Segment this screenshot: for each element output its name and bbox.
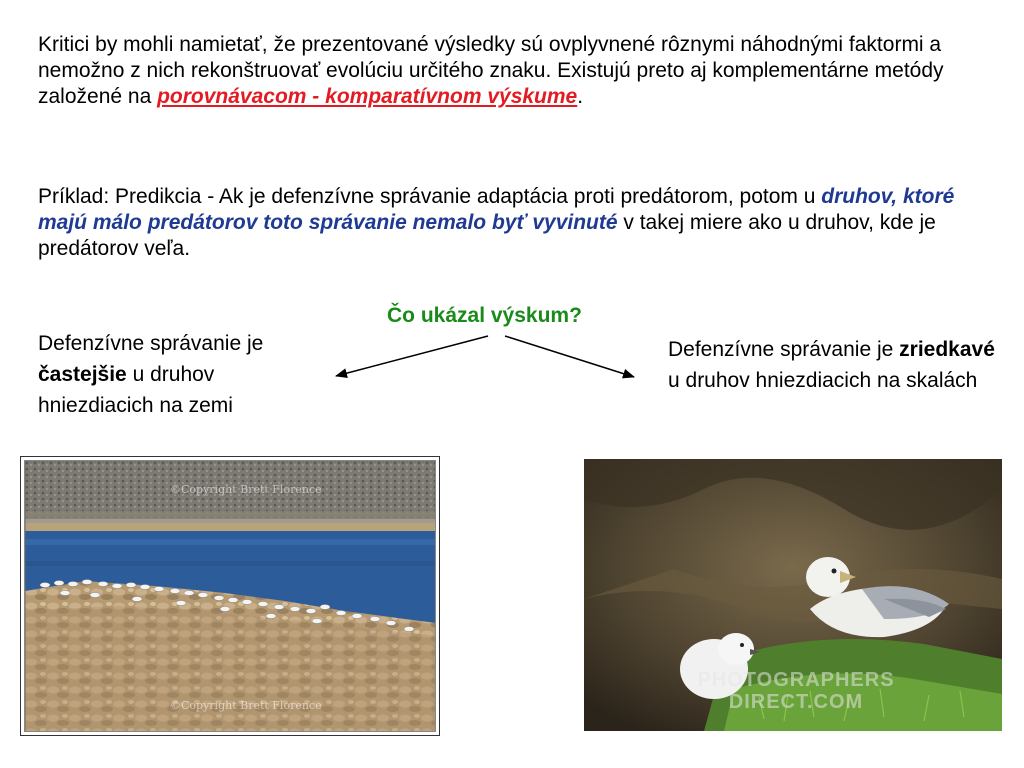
ground-finding-bold: častejšie [38, 363, 127, 386]
fulmar-nest-photo [584, 459, 1002, 731]
watermark-top: ©Copyright Brett Florence [170, 483, 322, 496]
photo-watermark [696, 669, 896, 713]
ground-finding-after: u druhov hniezdiacich na zemi [38, 363, 233, 417]
comparative-research-emphasis: porovnávacom - komparatívnom výskume [157, 85, 578, 108]
watermark-line2: DIRECT.COM [728, 691, 864, 713]
research-question: Čo ukázal výskum? [387, 304, 582, 327]
example-text: Príklad: Predikcia - Ak je defenzívne správanie adaptácia proti predátorom, potom u [38, 185, 822, 208]
prediction-emphasis: druhov, ktoré majú málo predátorov toto správanie nemalo byť vyvinuté [38, 185, 955, 234]
cliff-nesting-finding [668, 334, 998, 396]
ground-nesting-finding [38, 328, 318, 421]
intro-end: . [577, 85, 584, 108]
watermark-bottom: ©Copyright Brett Florence [170, 699, 322, 712]
watermark-line1: PHOTOGRAPHERS [697, 669, 895, 691]
gull-colony-scene [25, 461, 436, 732]
cliff-finding-after: u druhov hniezdiacich na skalách [668, 369, 978, 392]
ground-finding-before: Defenzívne správanie je [38, 332, 264, 355]
arrow-left [336, 336, 488, 376]
arrow-right [505, 336, 634, 377]
cliff-finding-before: Defenzívne správanie je [668, 338, 900, 361]
example-end: v takej miere ako u druhov, kde je predátorov veľa. [38, 211, 936, 260]
cliff-finding-bold: zriedkavé [899, 338, 995, 361]
intro-text: Kritici by mohli namietať, že prezentované výsledky sú ovplyvnené rôznymi náhodnými faktormi a nemožno z nich rekonštruovať evolúciu určitého znaku. Existujú preto aj komplementárne metódy založené na [38, 33, 944, 108]
gull-colony-photo [20, 456, 440, 736]
